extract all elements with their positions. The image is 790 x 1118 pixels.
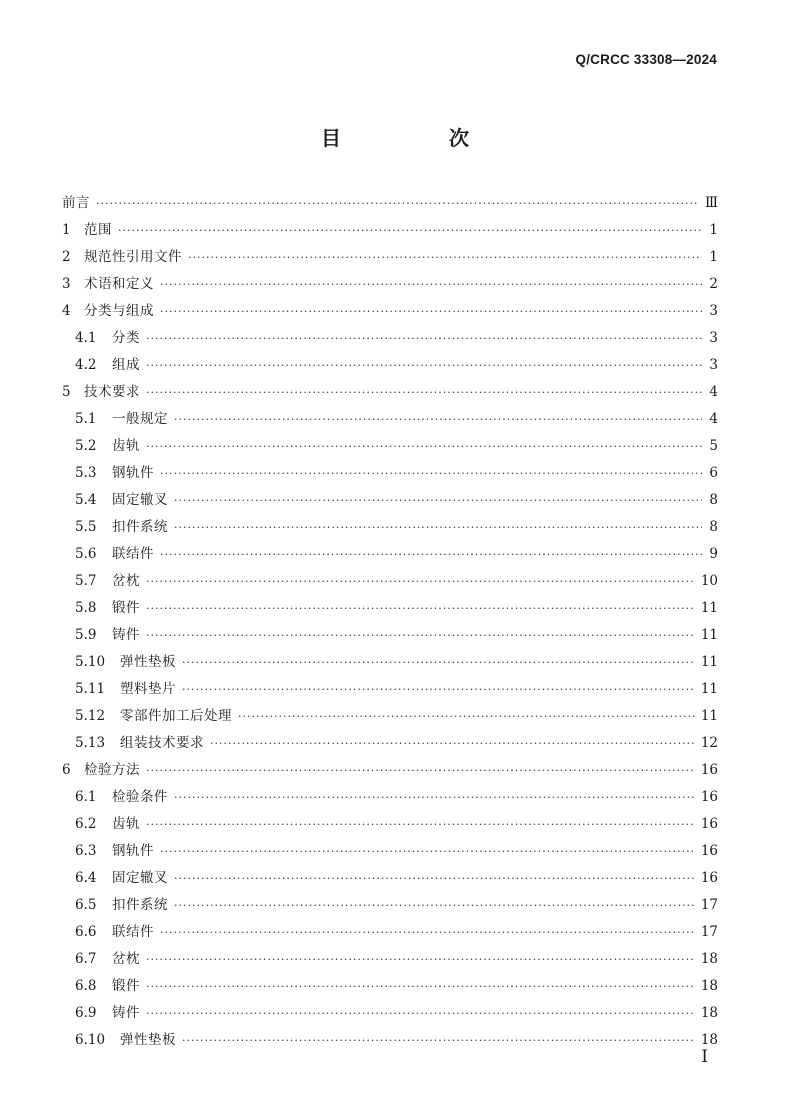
- document-code: Q/CRCC 33308—2024: [575, 52, 717, 67]
- dot-leader: [174, 406, 702, 433]
- dot-leader: [160, 460, 702, 487]
- toc-entry[interactable]: [62, 352, 718, 379]
- toc-entry[interactable]: [62, 298, 718, 325]
- toc-entry-number: 6: [62, 762, 71, 778]
- toc-entry-page: 2: [709, 276, 718, 292]
- toc-entry-page: 17: [700, 897, 718, 913]
- toc-entry-number: 4.2: [75, 357, 97, 373]
- dot-leader: [146, 352, 702, 379]
- dot-leader: [174, 865, 695, 892]
- toc-entry-label: 前言: [62, 195, 90, 211]
- toc-entry[interactable]: [62, 730, 718, 757]
- dot-leader: [146, 325, 702, 352]
- toc-entry[interactable]: [62, 217, 718, 244]
- toc-entry-number: 1: [62, 222, 71, 238]
- dot-leader: [118, 217, 702, 244]
- toc-entry[interactable]: [62, 271, 718, 298]
- toc-entry-number: 5.9: [75, 627, 97, 643]
- toc-entry-label: 齿轨: [112, 438, 140, 454]
- toc-entry-label: 分类与组成: [84, 303, 154, 319]
- toc-entry-label: 钢轨件: [112, 843, 154, 859]
- toc-entry[interactable]: [62, 406, 718, 433]
- dot-leader: [182, 1027, 695, 1054]
- toc-entry-number: 5.1: [75, 411, 97, 427]
- dot-leader: [174, 892, 695, 919]
- toc-entry-page: 11: [700, 600, 718, 616]
- toc-entry[interactable]: [62, 244, 718, 271]
- toc-entry-page: 11: [700, 708, 718, 724]
- toc-entry-page: 1: [709, 249, 718, 265]
- toc-entry-number: 5.12: [75, 708, 106, 724]
- toc-entry-label: 铸件: [112, 1005, 140, 1021]
- toc-entry[interactable]: [62, 973, 718, 1000]
- dot-leader: [160, 298, 702, 325]
- dot-leader: [146, 595, 695, 622]
- toc-entry[interactable]: [62, 865, 718, 892]
- toc-entry[interactable]: [62, 541, 718, 568]
- toc-entry-number: 5.7: [75, 573, 97, 589]
- toc-entry-number: 5.3: [75, 465, 97, 481]
- page-title: 目 次: [321, 126, 513, 150]
- toc-entry-number: 4: [62, 303, 71, 319]
- toc-entry-number: 5.2: [75, 438, 97, 454]
- toc-entry-page: 17: [700, 924, 718, 940]
- dot-leader: [182, 676, 695, 703]
- toc-entry-number: 5.4: [75, 492, 97, 508]
- dot-leader: [182, 649, 695, 676]
- toc-entry-label: 固定辙叉: [112, 492, 168, 508]
- dot-leader: [188, 244, 702, 271]
- toc-entry-label: 锻件: [112, 978, 140, 994]
- toc-entry-page: 10: [700, 573, 718, 589]
- dot-leader: [210, 730, 695, 757]
- dot-leader: [146, 433, 702, 460]
- dot-leader: [96, 190, 699, 217]
- toc-entry-label: 联结件: [112, 546, 154, 562]
- toc-entry-number: 5.5: [75, 519, 97, 535]
- toc-entry[interactable]: [62, 946, 718, 973]
- toc-entry[interactable]: [62, 784, 718, 811]
- page-number: I: [701, 1047, 708, 1067]
- toc-entry-label: 固定辙叉: [112, 870, 168, 886]
- toc-entry[interactable]: [62, 433, 718, 460]
- toc-entry-number: 6.6: [75, 924, 97, 940]
- toc-entry-number: 4.1: [75, 330, 97, 346]
- toc-entry-label: 零部件加工后处理: [120, 708, 232, 724]
- toc-entry[interactable]: [62, 190, 718, 217]
- toc-entry-number: 5.11: [75, 681, 106, 697]
- toc-entry-page: 3: [709, 330, 718, 346]
- toc-entry-label: 扣件系统: [112, 897, 168, 913]
- dot-leader: [174, 487, 702, 514]
- toc-entry-number: 6.7: [75, 951, 97, 967]
- toc-entry-page: 16: [700, 870, 718, 886]
- dot-leader: [146, 379, 702, 406]
- dot-leader: [146, 622, 695, 649]
- toc-entry-number: 6.2: [75, 816, 97, 832]
- toc-entry-page: 16: [700, 762, 718, 778]
- toc-entry-page: 16: [700, 789, 718, 805]
- toc-entry-number: 6.3: [75, 843, 97, 859]
- toc-entry-label: 规范性引用文件: [84, 249, 182, 265]
- toc-entry-label: 联结件: [112, 924, 154, 940]
- toc-entry[interactable]: [62, 811, 718, 838]
- toc-entry-label: 分类: [112, 330, 140, 346]
- toc-entry-label: 范围: [84, 222, 112, 238]
- dot-leader: [160, 271, 702, 298]
- toc-entry-page: 11: [700, 654, 718, 670]
- toc-entry-number: 6.10: [75, 1032, 106, 1048]
- toc-entry[interactable]: [62, 622, 718, 649]
- toc-entry-number: 6.5: [75, 897, 97, 913]
- toc-entry-page: 11: [700, 681, 718, 697]
- toc-entry-page: 9: [709, 546, 718, 562]
- toc-entry-label: 齿轨: [112, 816, 140, 832]
- toc-entry[interactable]: [62, 514, 718, 541]
- toc-entry-page: 18: [700, 1032, 718, 1048]
- toc-entry[interactable]: [62, 757, 718, 784]
- toc-entry-label: 组装技术要求: [120, 735, 204, 751]
- toc-entry-page: 18: [700, 1005, 718, 1021]
- toc-entry[interactable]: [62, 1027, 718, 1054]
- toc-entry[interactable]: [62, 703, 718, 730]
- toc-entry-label: 弹性垫板: [120, 1032, 176, 1048]
- dot-leader: [174, 514, 702, 541]
- toc-entry-page: 18: [700, 978, 718, 994]
- table-of-contents: [62, 190, 718, 1054]
- toc-entry-label: 检验条件: [112, 789, 168, 805]
- toc-entry-page: 4: [709, 384, 718, 400]
- toc-entry-number: 6.9: [75, 1005, 97, 1021]
- toc-entry-label: 术语和定义: [84, 276, 154, 292]
- dot-leader: [146, 568, 695, 595]
- toc-entry[interactable]: [62, 487, 718, 514]
- toc-entry-page: 5: [709, 438, 718, 454]
- dot-leader: [160, 838, 695, 865]
- toc-entry-label: 扣件系统: [112, 519, 168, 535]
- toc-entry-label: 岔枕: [112, 951, 140, 967]
- dot-leader: [146, 757, 695, 784]
- toc-entry-number: 6.1: [75, 789, 97, 805]
- dot-leader: [146, 811, 695, 838]
- toc-entry-page: 11: [700, 627, 718, 643]
- dot-leader: [146, 1000, 695, 1027]
- toc-entry-label: 弹性垫板: [120, 654, 176, 670]
- toc-entry-page: 6: [709, 465, 718, 481]
- toc-entry[interactable]: [62, 676, 718, 703]
- toc-entry-number: 2: [62, 249, 71, 265]
- toc-entry-label: 铸件: [112, 627, 140, 643]
- toc-entry[interactable]: [62, 325, 718, 352]
- toc-entry[interactable]: [62, 568, 718, 595]
- toc-entry-page: 8: [709, 519, 718, 535]
- toc-entry-label: 检验方法: [84, 762, 140, 778]
- toc-entry-page: 3: [709, 357, 718, 373]
- toc-entry-page: 8: [709, 492, 718, 508]
- toc-entry-label: 锻件: [112, 600, 140, 616]
- dot-leader: [238, 703, 695, 730]
- toc-entry-page: 3: [709, 303, 718, 319]
- toc-entry-number: 5: [62, 384, 71, 400]
- toc-entry-label: 一般规定: [112, 411, 168, 427]
- dot-leader: [146, 973, 695, 1000]
- dot-leader: [146, 946, 695, 973]
- toc-entry[interactable]: [62, 1000, 718, 1027]
- toc-entry-label: 组成: [112, 357, 140, 373]
- toc-entry-number: 6.4: [75, 870, 97, 886]
- toc-entry-page: Ⅲ: [704, 195, 718, 211]
- toc-entry-page: 4: [709, 411, 718, 427]
- toc-entry-label: 技术要求: [84, 384, 140, 400]
- toc-entry-number: 5.13: [75, 735, 106, 751]
- dot-leader: [160, 919, 695, 946]
- toc-entry-number: 5.6: [75, 546, 97, 562]
- toc-entry-label: 岔枕: [112, 573, 140, 589]
- toc-entry[interactable]: [62, 649, 718, 676]
- toc-entry[interactable]: [62, 892, 718, 919]
- toc-entry-number: 6.8: [75, 978, 97, 994]
- toc-entry-label: 钢轨件: [112, 465, 154, 481]
- toc-entry[interactable]: [62, 379, 718, 406]
- toc-entry-page: 18: [700, 951, 718, 967]
- toc-entry-page: 12: [700, 735, 718, 751]
- toc-entry-number: 5.10: [75, 654, 106, 670]
- toc-entry-number: 3: [62, 276, 71, 292]
- toc-entry[interactable]: [62, 919, 718, 946]
- toc-entry-label: 塑料垫片: [120, 681, 176, 697]
- dot-leader: [174, 784, 695, 811]
- toc-entry-page: 16: [700, 816, 718, 832]
- toc-entry-number: 5.8: [75, 600, 97, 616]
- dot-leader: [160, 541, 702, 568]
- toc-entry-page: 1: [709, 222, 718, 238]
- toc-entry[interactable]: [62, 595, 718, 622]
- toc-entry[interactable]: [62, 460, 718, 487]
- toc-entry[interactable]: [62, 838, 718, 865]
- toc-entry-page: 16: [700, 843, 718, 859]
